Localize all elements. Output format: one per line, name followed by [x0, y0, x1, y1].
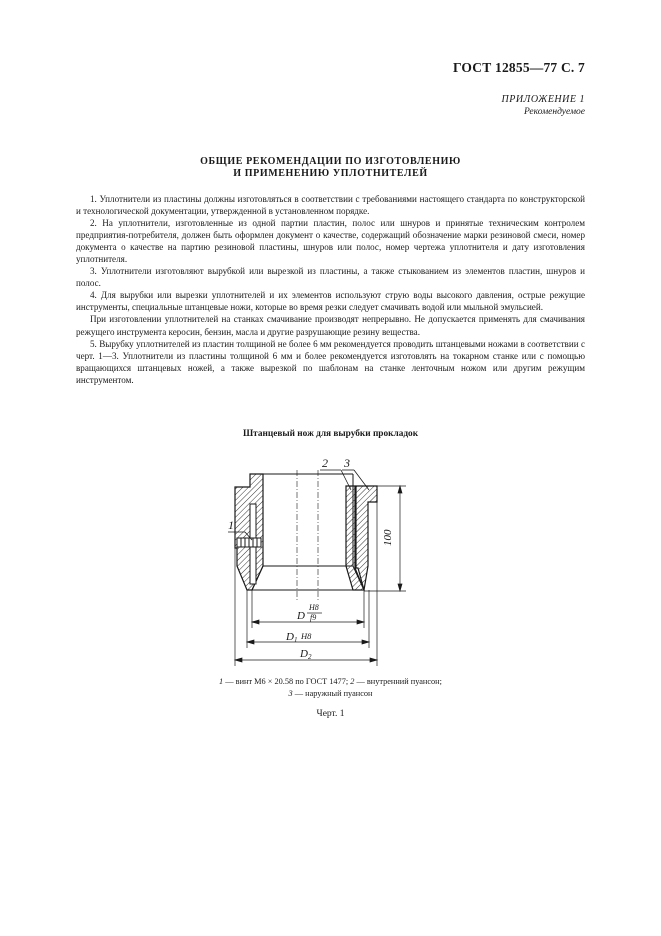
height-value: 100 — [382, 529, 394, 546]
axis-lines — [297, 470, 318, 600]
d2-subscript: 2 — [308, 653, 312, 661]
d-fit-denominator: f9 — [310, 613, 317, 622]
body-text — [76, 193, 585, 386]
d1-fit: H8 — [301, 631, 312, 641]
page-header: ГОСТ 12855—77 С. 7 — [452, 60, 585, 75]
d2-symbol: D — [300, 648, 308, 660]
appendix-label — [502, 94, 586, 117]
legend-line-2 — [76, 688, 585, 700]
paragraph-5: 5. Вырубку уплотнителей из пластин толщиной не более 6 мм рекомендуется проводить штанцевыми ножами в соответствии с черт. 1—3. Уплотнители из пластины толщиной 6 мм и более рекомендуется изготовлять на токарном станке или с помощью вращающихся штанцевых ножей, а также вырезкой по шаблонам на станке ленточным ножом или другим режущим инструментом. — [76, 338, 585, 385]
punch-knife-drawing — [220, 450, 420, 670]
paragraph-1: 1. Уплотнители из пластины должны изготовляться в соответствии с требованиями настоящего стандарта по конструкторской и технологической документации, утвержденной в установленном порядке. — [76, 194, 585, 217]
appendix-number: ПРИЛОЖЕНИЕ 1 — [501, 94, 585, 105]
figure-caption: Черт. 1 — [316, 709, 345, 719]
legend-item-2-number: 2 — [350, 677, 355, 686]
legend-item-2-text: — внутренний пуансон; — [354, 677, 442, 686]
callout-1-label: 1 — [228, 518, 234, 532]
d-fit-numerator: H8 — [309, 603, 319, 612]
appendix-status: Рекомендуемое — [523, 107, 585, 117]
paragraph-4: 4. Для вырубки или вырезки уплотнителей и их элементов используют струю воды высокого давления, острые режущие инструменты, специальные штанцевые ножи, которые во время резки следует смачивать водой или мыльной эмульсией. — [76, 290, 585, 313]
paragraph-2: 2. На уплотнители, изготовленные из одной партии пластин, полос или шнуров и принятые техническим контролем предприятия-потребителя, должен быть оформлен документ о качестве, содержащий обозначение марки резиновой смеси, номер документа о качестве на партию резиновой пластины, шнуров или полос, номер чертежа уплотнителя и дату изготовления уплотнителя. — [76, 218, 585, 265]
paragraph-4-continued: При изготовлении уплотнителей на станках смачивание производят непрерывно. Не допускается применять для смачивания режущего инструмента керосин, бензин, масла и другие разрушающие резину вещества. — [76, 314, 585, 337]
legend-item-1-text: — винт М6 × 20.58 по ГОСТ 1477; — [223, 677, 351, 686]
section-title — [76, 156, 585, 180]
figure-legend — [76, 676, 585, 700]
legend-item-3-number: 3 — [288, 689, 293, 698]
callout-2-label: 2 — [322, 456, 328, 470]
legend-item-1-number: 1 — [219, 677, 224, 686]
paragraph-3: 3. Уплотнители изготовляют вырубкой или вырезкой из пластины, а также стыкованием из элементов пластин, шнуров и полос. — [76, 266, 585, 289]
screw — [237, 538, 261, 547]
figure-title: Штанцевый нож для вырубки прокладок — [242, 429, 419, 439]
legend-item-3-text: — наружный пуансон — [292, 689, 373, 698]
outer-punch-right-section — [356, 486, 377, 590]
legend-line-1 — [76, 676, 585, 688]
d1-symbol: D — [286, 631, 294, 643]
section-title-line-2: И ПРИМЕНЕНИЮ УПЛОТНИТЕЛЕЙ — [233, 168, 428, 179]
callout-3-label: 3 — [344, 456, 350, 470]
section-title-line-1: ОБЩИЕ РЕКОМЕНДАЦИИ ПО ИЗГОТОВЛЕНИЮ — [200, 156, 461, 167]
d-symbol: D — [297, 610, 305, 622]
d1-subscript: 1 — [294, 636, 298, 644]
